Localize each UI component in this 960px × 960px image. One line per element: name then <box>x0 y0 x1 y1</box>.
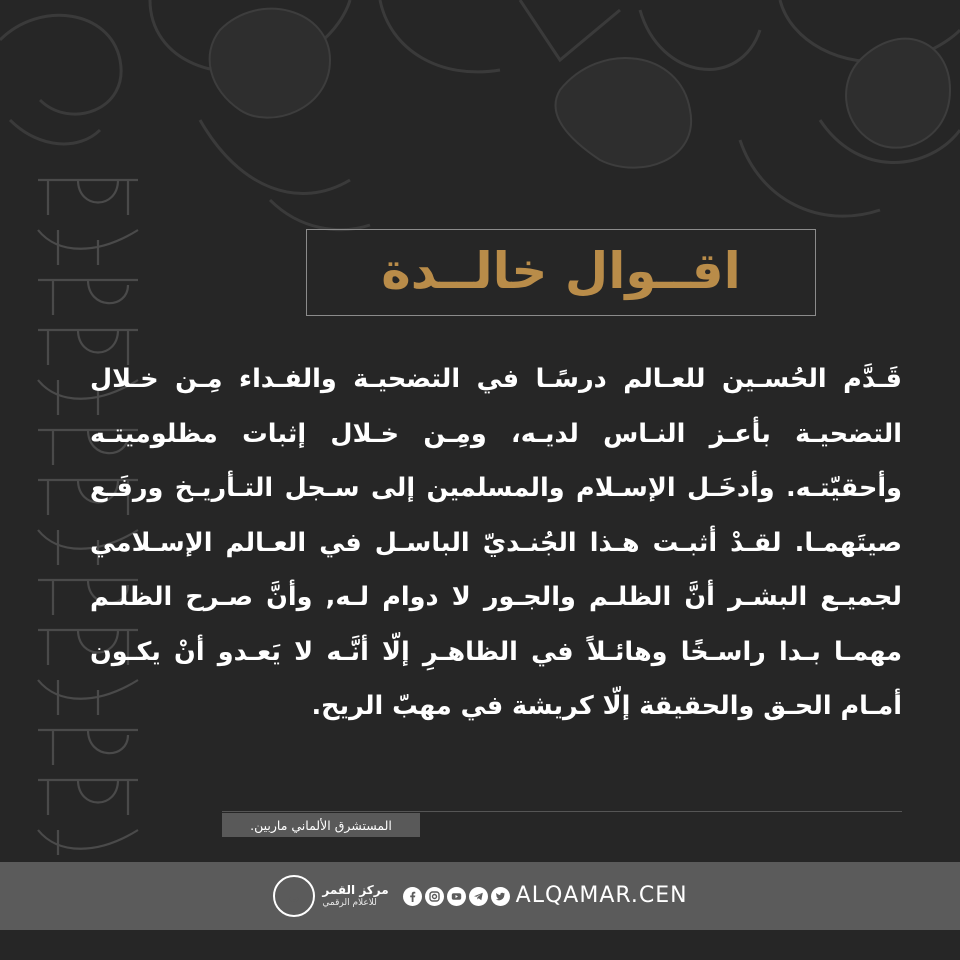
social-icons <box>403 887 510 906</box>
author-badge <box>222 813 420 837</box>
brand-subtitle: للاعلام الرقمي <box>322 898 377 908</box>
brand-name: مركز القمر <box>322 883 389 897</box>
instagram-icon[interactable] <box>425 887 444 906</box>
crescent-logo-icon <box>272 874 316 918</box>
divider <box>222 811 902 812</box>
bottom-strip <box>0 930 960 960</box>
page-title: اقــوال خالــدة <box>381 241 741 300</box>
brand-logo <box>272 874 316 918</box>
twitter-icon[interactable] <box>491 887 510 906</box>
quote-text: قَـدَّم الحُسـين للعـالم درسًـا في التضحيـة والفـداء مِـن خـلال التضحيـة بأعـز النـاس لديـه، ومِـن خـلال إثبات مظلوميتـه وأحقيّتـه. وأدخَـل الإسـلام والمسلمين إلى سـجل التـأريـخ ورفَـع صيتَهمـا. لقـدْ أثبـت هـذا الجُنـديّ الباسـل في العـالم الإسـلامي لجميـع البشـر أنَّ الظلـم والجـور لا دوام لـه, وأنَّ صـرح الظلـم مهمـا بـدا راسـخًا وهائـلاً في الظاهـرِ إلّا أنَّـه لا يَعـدو أنْ يكـون أمـام الحـق والحقيقة إلّا كريشة في مهبّ الريح. <box>90 364 902 721</box>
author-label: المستشرق الألماني ماربين. <box>250 817 392 833</box>
youtube-icon[interactable] <box>447 887 466 906</box>
social-handle[interactable]: ALQAMAR.CEN <box>515 883 688 908</box>
title-frame <box>306 229 816 316</box>
footer <box>0 862 960 930</box>
facebook-icon[interactable] <box>403 887 422 906</box>
telegram-icon[interactable] <box>469 887 488 906</box>
brand-text <box>322 883 388 909</box>
